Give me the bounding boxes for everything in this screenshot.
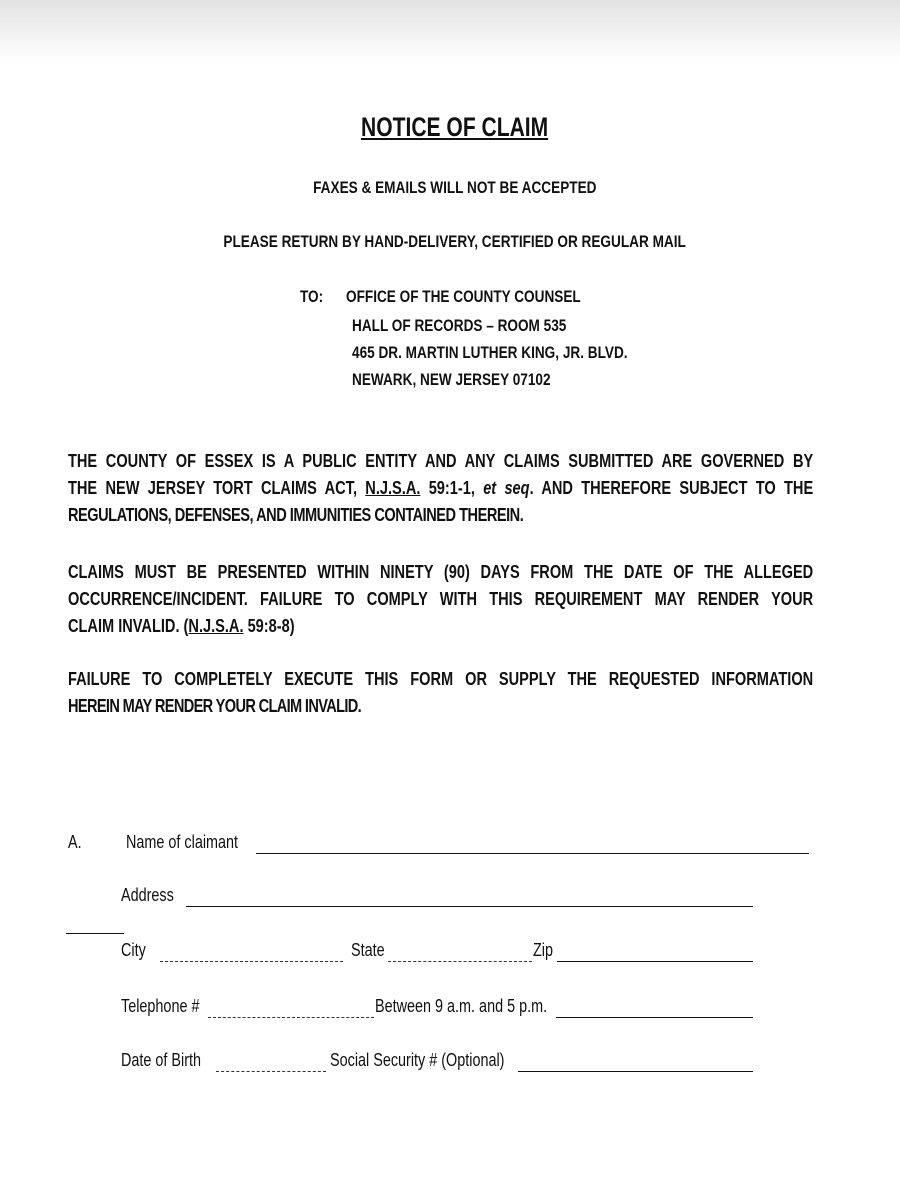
paragraph-row [68,475,813,502]
city-field[interactable] [160,961,343,962]
section-label: A. [68,832,82,852]
contact-hours-field[interactable] [556,1017,753,1018]
et-seq-text: et seq [483,478,530,498]
address-line-4: NEWARK, NEW JERSEY 07102 [352,370,551,389]
paragraph-text: . AND THEREFORE SUBJECT TO THE [529,478,814,498]
state-field[interactable] [388,961,532,962]
paragraph-public-entity [68,448,813,529]
claimant-name-field[interactable] [256,853,809,854]
paragraph-row: THE COUNTY OF ESSEX IS A PUBLIC ENTITY AND ANY CLAIMS SUBMITTED ARE GOVERNED BY [68,451,814,471]
date-of-birth-label: Date of Birth [121,1050,202,1070]
statute-citation: N.J.S.A. [365,478,421,498]
paragraph-row [68,613,813,640]
paragraph-row: OCCURRENCE/INCIDENT. FAILURE TO COMPLY WITH THIS REQUIREMENT MAY RENDER YOUR [68,589,814,609]
zip-label: Zip [533,940,554,960]
paragraph-row: HEREIN MAY RENDER YOUR CLAIM INVALID. [68,696,362,716]
paragraph-row: CLAIMS MUST BE PRESENTED WITHIN NINETY (90) DAYS FROM THE DATE OF THE ALLEGED [68,562,814,582]
notice-return-method: PLEASE RETURN BY HAND-DELIVERY, CERTIFIED OR REGULAR MAIL [223,232,686,251]
contact-hours-label: Between 9 a.m. and 5 p.m. [375,996,548,1016]
zip-field[interactable] [557,961,753,962]
margin-rule [66,933,124,934]
paragraph-failure-execute [68,666,813,720]
ssn-field[interactable] [518,1071,753,1072]
paragraph-text: THE NEW JERSEY TORT CLAIMS ACT, [68,478,358,498]
claimant-name-label: Name of claimant [126,832,239,852]
date-of-birth-field[interactable] [216,1071,326,1072]
ssn-label: Social Security # (Optional) [330,1050,505,1070]
paragraph-ninety-days [68,559,813,640]
paragraph-text: 59:1-1, [428,478,475,498]
page-top-shadow [0,0,900,60]
page-title: NOTICE OF CLAIM [361,112,549,142]
paragraph-text: CLAIM INVALID. ( [68,616,189,636]
paragraph-row: FAILURE TO COMPLETELY EXECUTE THIS FORM OR SUPPLY THE REQUESTED INFORMATION [68,669,814,689]
telephone-field[interactable] [208,1017,374,1018]
address-line-2: HALL OF RECORDS – ROOM 535 [352,316,567,335]
city-label: City [121,940,146,960]
notice-no-faxes: FAXES & EMAILS WILL NOT BE ACCEPTED [313,178,597,197]
address-field-label: Address [121,885,174,905]
address-to-label: TO: [300,287,324,306]
state-label: State [351,940,385,960]
telephone-label: Telephone # [121,996,200,1016]
statute-citation: N.J.S.A. [188,616,244,636]
address-field[interactable] [186,906,753,907]
address-line-3: 465 DR. MARTIN LUTHER KING, JR. BLVD. [352,343,628,362]
paragraph-row: REGULATIONS, DEFENSES, AND IMMUNITIES CONTAINED THEREIN. [68,505,524,525]
address-line-1: OFFICE OF THE COUNTY COUNSEL [346,287,581,306]
paragraph-text: 59:8-8) [243,616,295,636]
